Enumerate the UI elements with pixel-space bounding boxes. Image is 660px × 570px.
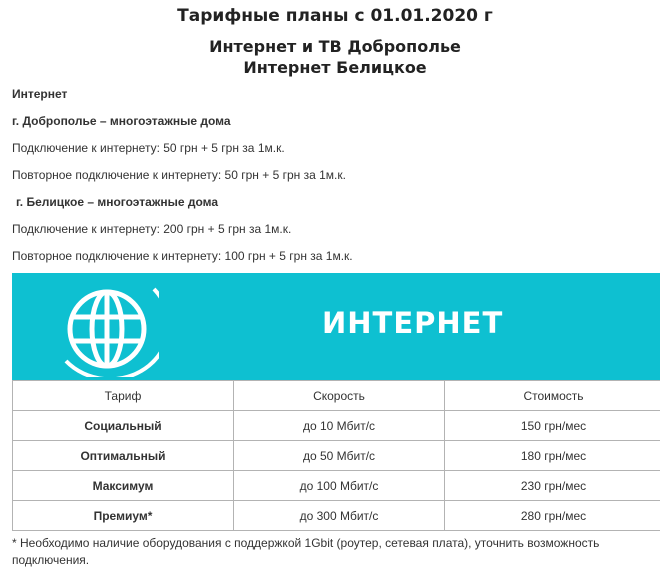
- tariff-speed: до 100 Мбит/с: [234, 471, 445, 501]
- belitskoe-reconnection-price: Повторное подключение к интернету: 100 грн + 5 грн за 1м.к.: [12, 249, 353, 263]
- table-row: [13, 501, 660, 531]
- tariff-price: 280 грн/мес: [445, 501, 660, 531]
- dobropolye-connection-price: Подключение к интернету: 50 грн + 5 грн за 1м.к.: [12, 141, 285, 155]
- tariff-name: Оптимальный: [13, 441, 234, 471]
- table-row: [13, 471, 660, 501]
- tariffs-table: [12, 380, 660, 531]
- belitskoe-connection-price: Подключение к интернету: 200 грн + 5 грн за 1м.к.: [12, 222, 292, 236]
- tariff-price: 150 грн/мес: [445, 411, 660, 441]
- table-row: [13, 411, 660, 441]
- tariff-name: Максимум: [13, 471, 234, 501]
- tariff-name: Социальный: [13, 411, 234, 441]
- subtitle-line-belitskoe: Интернет Белицкое: [243, 58, 427, 77]
- column-header-speed: Скорость: [234, 381, 445, 411]
- column-header-price: Стоимость: [445, 381, 660, 411]
- subtitle-line-dobropolye: Интернет и ТВ Доброполье: [209, 37, 461, 56]
- banner-title: ИНТЕРНЕТ: [322, 306, 504, 340]
- table-header-row: [13, 381, 660, 411]
- globe-icon: [59, 277, 159, 377]
- footnote: * Необходимо наличие оборудования с поддержкой 1Gbit (роутер, сетевая плата), уточнить возможность подключения.: [12, 536, 600, 567]
- tariff-speed: до 50 Мбит/с: [234, 441, 445, 471]
- tariff-speed: до 300 Мбит/с: [234, 501, 445, 531]
- page-subtitle: [0, 36, 660, 78]
- dobropolye-reconnection-price: Повторное подключение к интернету: 50 грн + 5 грн за 1м.к.: [12, 168, 346, 182]
- table-row: [13, 441, 660, 471]
- belitskoe-heading: г. Белицкое – многоэтажные дома: [16, 195, 219, 209]
- tariff-price: 180 грн/мес: [445, 441, 660, 471]
- tariff-name: Премиум*: [13, 501, 234, 531]
- page-title: Тарифные планы с 01.01.2020 г: [177, 6, 493, 26]
- column-header-tariff: Тариф: [13, 381, 234, 411]
- section-heading-internet: Интернет: [12, 87, 68, 101]
- tariff-price: 230 грн/мес: [445, 471, 660, 501]
- dobropolye-heading: г. Доброполье – многоэтажные дома: [12, 114, 231, 128]
- tariff-speed: до 10 Мбит/с: [234, 411, 445, 441]
- internet-banner: [12, 273, 660, 380]
